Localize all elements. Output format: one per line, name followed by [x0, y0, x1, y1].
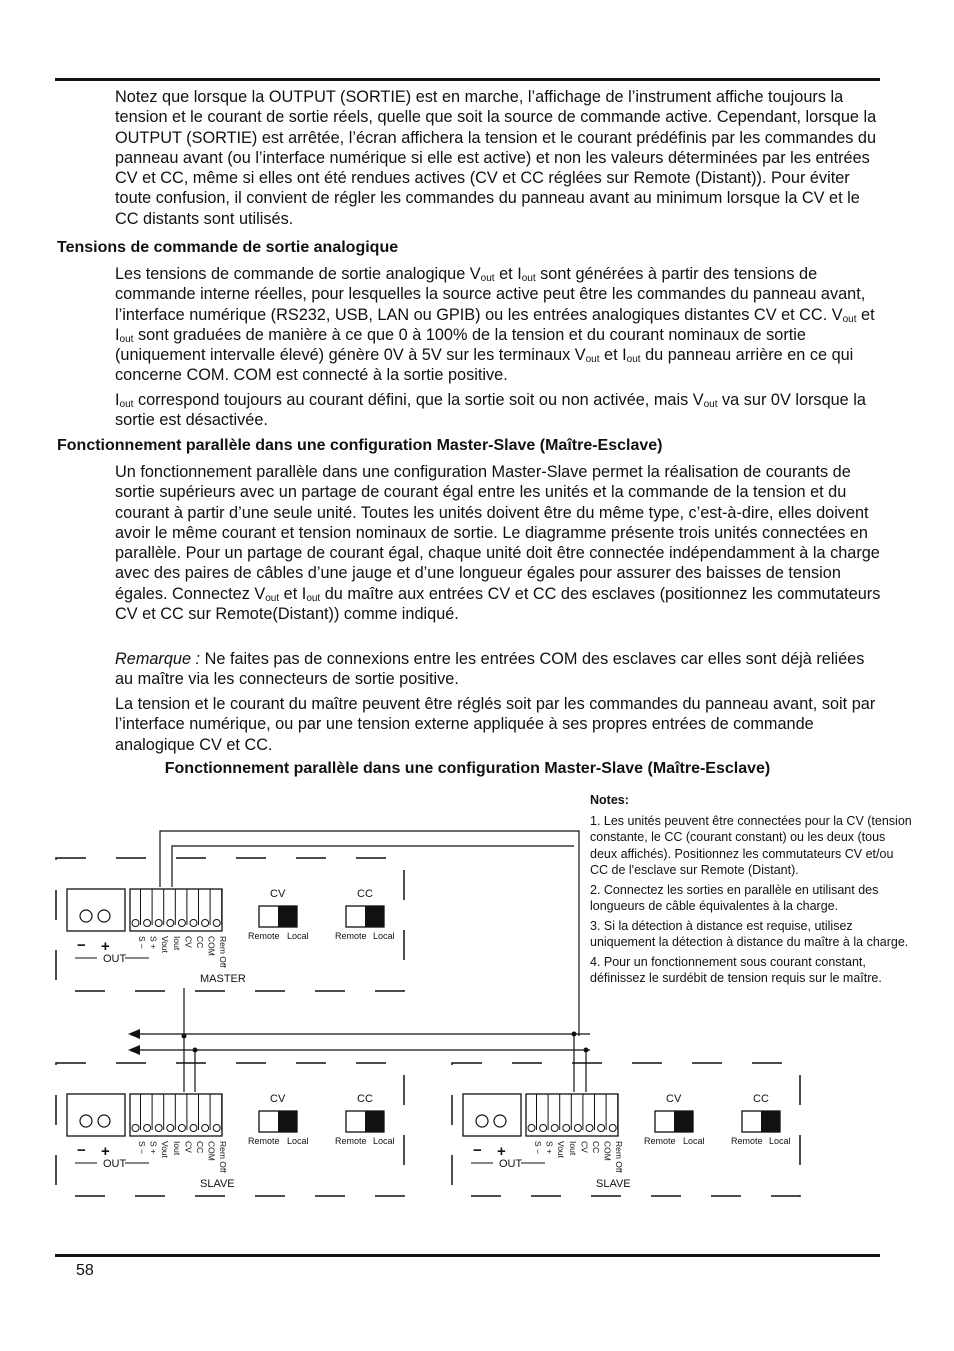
master-pin: [190, 920, 197, 927]
slave2-cv-remote-label: Remote: [644, 1136, 676, 1146]
slave1-unit-label: SLAVE: [200, 1178, 235, 1190]
master-cv-switch-toggle: [278, 906, 297, 927]
master-unit-label: MASTER: [200, 973, 246, 985]
sense-wire: [172, 846, 574, 887]
sense-wire: [160, 831, 579, 1036]
junction-dot: [584, 1048, 589, 1053]
slave2-terminal-label: S +: [544, 1141, 555, 1154]
slave2-pin: [551, 1125, 558, 1132]
slave1-pin: [167, 1125, 174, 1132]
figure-caption: Fonctionnement parallèle dans une configuration Master-Slave (Maître-Esclave): [164, 760, 771, 777]
master-pin: [167, 920, 174, 927]
arrow-head: [128, 1029, 140, 1039]
slave1-cc-remote-label: Remote: [335, 1136, 367, 1146]
diagram-notes: [590, 792, 912, 990]
slave1-cv-switch-toggle: [278, 1111, 297, 1132]
slave1-pin: [155, 1125, 162, 1132]
slave2-plus-label: +: [497, 1143, 506, 1160]
master-outline: [56, 858, 404, 991]
slave2-pin: [540, 1125, 547, 1132]
slave1-terminal-label: Rem Off: [218, 1141, 229, 1173]
junction-dot: [193, 1048, 198, 1053]
note-4: 4. Pour un fonctionnement sous courant constant, définissez le surdébit de tension requis sur le maître.: [590, 954, 882, 985]
slave2-out-label: OUT: [499, 1158, 523, 1170]
master-terminal-label: Iout: [171, 936, 182, 951]
master-terminal-label: Vout: [160, 936, 171, 954]
master-cc-remote-label: Remote: [335, 931, 367, 941]
slave1-cc-switch-toggle: [365, 1111, 384, 1132]
slave2-pin: [609, 1125, 616, 1132]
master-pin: [155, 920, 162, 927]
analog-paragraph-2: $I_{out}$ correspond toujours au courant défini, que la sortie soit ou non activée, mais $V_{out}$ va sur 0V lorsque la sortie est désactivée.: [115, 391, 866, 430]
master-output-terminal: [67, 889, 125, 931]
slave1-terminal-label: CC: [195, 1141, 205, 1154]
slave2-terminal-label: CC: [591, 1141, 601, 1154]
slave2-terminal-plus-circle: [494, 1115, 506, 1127]
slave1-terminal-plus-circle: [98, 1115, 110, 1127]
slave2-cc-switch-label: CC: [753, 1093, 769, 1105]
intro-paragraph: Notez que lorsque la OUTPUT (SORTIE) est en marche, l’affichage de l’instrument affiche toujours la tension et le courant de sortie réels, quelle que soit la source de commande active. Cependant, lorsque la OUTPUT (SORTIE) est arrêtée, l’écran affichera la tension et le courant prédéfinis par les commandes du panneau avant (ou l’interface numérique si elle est active) et non les valeurs déterminées par les entrées CV et CC, même si elles ont été rendues actives (CV et CC réglées sur Remote (Distant)). Pour éviter toute confusion, il convient de régler les commandes du panneau avant au minimum lorsque la CV et le CC distants sont utilisés.: [115, 88, 877, 228]
slave1-plus-label: +: [101, 1143, 110, 1160]
slave1-terminal-label: Iout: [171, 1141, 182, 1156]
analog-paragraph-1: Les tensions de commande de sortie analogique $V_{out}$ et $I_{out}$ sont générées à partir des tensions de commande interne réelles, pour lesquelles la source active peut être les commandes du panneau avant, l’interface numérique (RS232, USB, LAN ou GPIB) ou les entrées analogiques distantes CV et CC. $V_{out}$ et $I_{out}$ sont graduées de manière à ce que 0 à 100% de la tension et du courant nominaux de sortie (uniquement intervalle élevé) génère 0V à 5V sur les terminaux $V_{out}$ et $I_{out}$ du panneau arrière en ce qui concerne COM. COM est connecté à la sortie positive.: [115, 265, 875, 385]
slave2-pin: [528, 1125, 535, 1132]
remark-paragraph: Remarque : Ne faites pas de connexions entre les entrées COM des esclaves car elles sont déjà reliées au maître via les connecteurs de sortie positive.: [115, 650, 865, 689]
master-cv-local-label: Local: [287, 931, 309, 941]
slave2-minus-label: −: [473, 1142, 482, 1159]
slave1-terminal-label: CV: [183, 1141, 194, 1153]
note-1: 1. Les unités peuvent être connectées pour la CV (tension constante, le CC (courant constant) ou les deux (tous deux affichés). Positionnez les commutateurs CV et/ou CC de l'esclave sur Remote (Distant).: [590, 813, 912, 877]
slave1-terminal-label: COM: [206, 1141, 217, 1161]
slave2-cv-switch-toggle: [674, 1111, 693, 1132]
slave1-cc-local-label: Local: [373, 1136, 395, 1146]
slave2-terminal-label: COM: [602, 1141, 613, 1161]
slave1-pin: [178, 1125, 185, 1132]
parallel-paragraph-1: Un fonctionnement parallèle dans une configuration Master-Slave permet la réalisation de courants de sortie supérieurs avec un partage de courant égal entre les unités et la commande de la tension et du courant à partir d’une seule unité. Toutes les unités doivent être du même type, c’est-à-dire, elles doivent avoir le même courant et tension nominaux de sortie. Le diagramme présente trois unités connectées en parallèle. Pour un partage de courant égal, chaque unité doit être connectée indépendamment à la charge avec des paires de câbles d’une jauge et d’une longueur égales pour assurer des baisses de tension égales. Connectez $V_{out}$ et $I_{out}$ du maître aux entrées CV et CC des esclaves (positionnez les commutateurs CV et CC sur Remote(Distant)) comme indiqué.: [115, 463, 881, 624]
master-cv-remote-label: Remote: [248, 931, 280, 941]
slave2-terminal-label: Iout: [567, 1141, 578, 1156]
slave2-terminal-label: Rem Off: [614, 1141, 625, 1173]
master-terminal-label: Rem Off: [218, 936, 229, 968]
slave1-outline: [56, 1063, 404, 1196]
slave1-cv-remote-label: Remote: [248, 1136, 280, 1146]
master-plus-label: +: [101, 938, 110, 955]
master-out-label: OUT: [103, 953, 127, 965]
note-3: 3. Si la détection à distance est requise, utilisez uniquement la détection à distance du maître à la charge.: [590, 918, 909, 949]
slave2-pin: [563, 1125, 570, 1132]
slave1-cv-local-label: Local: [287, 1136, 309, 1146]
slave2-cc-remote-label: Remote: [731, 1136, 763, 1146]
master-cc-switch-toggle: [365, 906, 384, 927]
slave2-pin: [586, 1125, 593, 1132]
bottom-rule: [55, 1254, 880, 1257]
junction-dot: [572, 1032, 577, 1037]
slave2-pin: [598, 1125, 605, 1132]
junction-dot: [182, 1034, 187, 1039]
note-2: 2. Connectez les sorties en parallèle en utilisant des longueurs de câble équivalentes à la charge.: [590, 882, 879, 913]
section-heading-analog: Tensions de commande de sortie analogique: [57, 239, 399, 256]
slave2-outline: [452, 1063, 800, 1196]
slave1-terminal-label: Vout: [160, 1141, 171, 1159]
master-terminal-label: S +: [148, 936, 159, 949]
page-number: 58: [76, 1262, 94, 1279]
master-terminal-label: CV: [183, 936, 194, 948]
slave2-cv-local-label: Local: [683, 1136, 705, 1146]
slave2-output-terminal: [463, 1094, 521, 1136]
master-terminal-plus-circle: [98, 910, 110, 922]
slave1-unit: [56, 1063, 404, 1196]
master-pin: [202, 920, 209, 927]
slave2-terminal-label: CV: [579, 1141, 590, 1153]
slave1-terminal-label: S −: [137, 1141, 147, 1154]
master-terminal-label: CC: [195, 936, 205, 949]
section-heading-parallel: Fonctionnement parallèle dans une configuration Master-Slave (Maître-Esclave): [57, 437, 663, 454]
slave1-minus-label: −: [77, 1142, 86, 1159]
master-unit: [56, 858, 404, 991]
slave1-pin: [202, 1125, 209, 1132]
slave2-unit: [452, 1063, 800, 1196]
master-minus-label: −: [77, 937, 86, 954]
slave1-pin: [213, 1125, 220, 1132]
slave2-terminal-minus-circle: [476, 1115, 488, 1127]
slave1-out-label: OUT: [103, 1158, 127, 1170]
master-pin: [213, 920, 220, 927]
slave1-cc-switch-label: CC: [357, 1093, 373, 1105]
master-cc-local-label: Local: [373, 931, 395, 941]
parallel-paragraph-3: La tension et le courant du maître peuvent être réglés soit par les commandes du panneau avant, soit par l’interface numérique, ou par une tension externe appliquée à ses propres entrées de commande analogique CV et CC.: [115, 695, 876, 754]
master-cv-switch-label: CV: [270, 888, 286, 900]
slave2-cv-switch-label: CV: [666, 1093, 682, 1105]
notes-title: Notes:: [590, 793, 629, 807]
slave1-cv-switch-label: CV: [270, 1093, 286, 1105]
slave1-pin: [132, 1125, 139, 1132]
master-pin: [178, 920, 185, 927]
arrow-head: [128, 1045, 140, 1055]
slave2-cc-switch-toggle: [761, 1111, 780, 1132]
master-terminal-label: COM: [206, 936, 217, 956]
slave2-unit-label: SLAVE: [596, 1178, 631, 1190]
master-cc-switch-label: CC: [357, 888, 373, 900]
slave1-pin: [144, 1125, 151, 1132]
remark-label: Remarque :: [115, 650, 201, 668]
master-pin: [132, 920, 139, 927]
slave1-terminal-label: S +: [148, 1141, 159, 1154]
slave2-pin: [574, 1125, 581, 1132]
slave2-terminal-label: Vout: [556, 1141, 567, 1159]
slave2-cc-local-label: Local: [769, 1136, 791, 1146]
master-terminal-label: S −: [137, 936, 147, 949]
master-terminal-minus-circle: [80, 910, 92, 922]
slave1-terminal-minus-circle: [80, 1115, 92, 1127]
slave2-terminal-label: S −: [533, 1141, 543, 1154]
slave1-output-terminal: [67, 1094, 125, 1136]
master-pin: [144, 920, 151, 927]
slave1-pin: [190, 1125, 197, 1132]
